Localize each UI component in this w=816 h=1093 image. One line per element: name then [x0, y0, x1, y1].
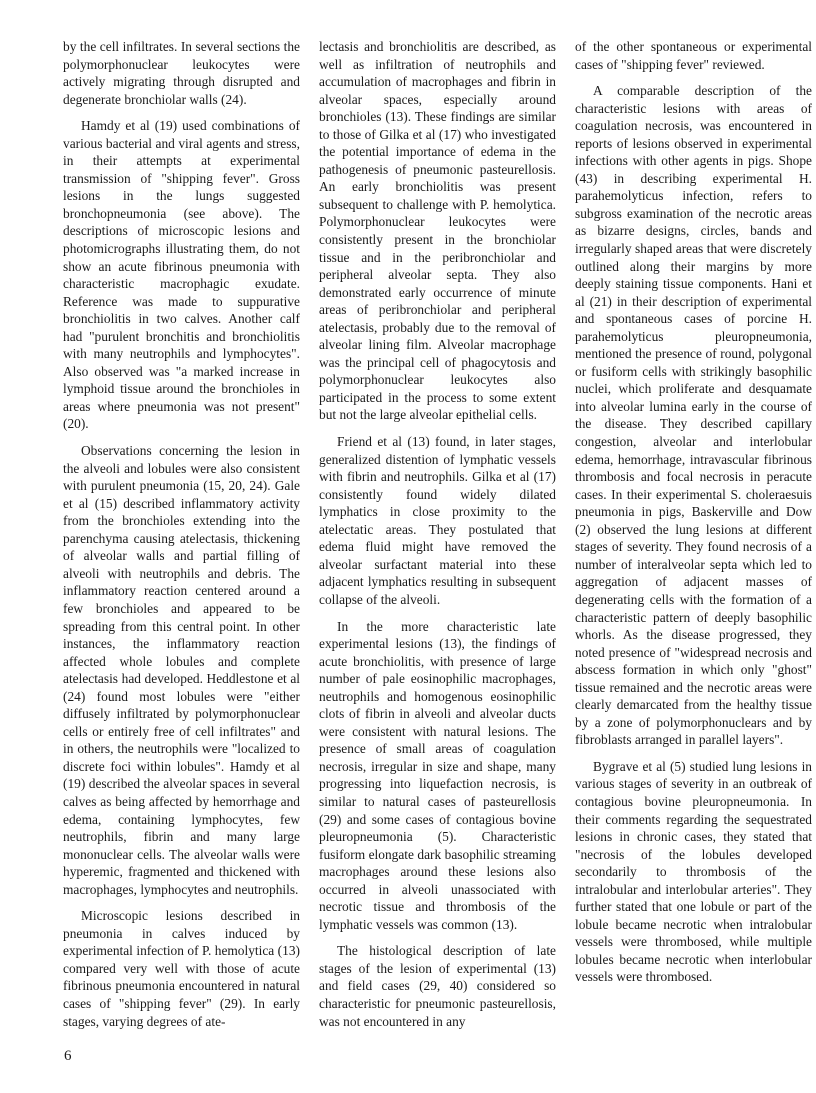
paragraph: of the other spontaneous or experimental cases of "shipping fever" reviewed. — [575, 39, 812, 72]
column-2 — [319, 38, 556, 1030]
column-1 — [63, 38, 300, 1030]
paragraph: In the more characteristic late experimental lesions (13), the findings of acute bronchiolitis, with presence of large number of pale eosinophilic macrophages, neutrophils and homogenous eosinophilic clots of fibrin in alveoli and alveolar ducts were consistent with natural lesions. The presence of small areas of coagulation necrosis, irregular in size and shape, many progressing into liquefaction necrosis, is similar to natural cases of pasteurellosis (29) and some cases of contagious bovine pleuropneumonia (5). Characteristic fusiform elongate dark basophilic streaming macrophages around these lesions also occurred in alveoli unassociated with necrotic tissue and thrombosis of the lymphatic vessels was common (13). — [319, 618, 556, 932]
paragraph: Friend et al (13) found, in later stages, generalized distention of lymphatic vessels with fibrin and neutrophils. Gilka et al (17) consistently found widely dilated lymphatics in close proximity to the atelectatic areas. They postulated that edema fluid might have removed the alveolar surfactant material into these adjacent lymphatics resulting in subsequent collapse of the alveoli. — [319, 434, 556, 607]
paragraph: lectasis and bronchiolitis are described, as well as infiltration of neutrophils and accumulation of macrophages and fibrin in alveolar spaces, especially around bronchioles (13). These findings are similar to those of Gilka et al (17) who investigated the potential importance of edema in the pathogenesis of pneumonic pasteurellosis. An early bronchiolitis was present subsequent to challenge with P. hemolytica. Polymorphonuclear leukocytes were consistently present in the bronchiolar tissue and in the peribronchiolar and peripheral alveolar septa. They also demonstrated early occurrence of minute areas of peribronchiolar and peripheral atelectasis, probably due to the removal of alveolar lining film. Alveolar macrophage was the principal cell of phagocytosis and polymorphonuclear leukocytes also participated in the process to some extent but not the large alveolar epithelial cells. — [319, 39, 556, 423]
page-number: 6 — [64, 1048, 72, 1064]
paragraph: Observations concerning the lesion in the alveoli and lobules were also consistent with purulent pneumonia (15, 20, 24). Gale et al (15) described inflammatory activity from the bronchioles extending into the parenchyma causing atelectasis, thickening of alveolar walls and partial filling of alveoli with neutrophils and debris. The inflammatory reaction centered around a few bronchioles and appeared to be spreading from this central point. In other instances, the inflammatory reaction affected whole lobules and complete atelectasis had developed. Heddlestone et al (24) found most lobules were "either diffusely infiltrated by polymorphonuclear cells or entirely free of cell infiltrates" and in others, the neutrophils were "localized to discrete foci within lobules". Hamdy et al (19) described the alveolar spaces in several calves as being affected by hemorrhage and edema, containing lymphocytes, few neutrophils, fibrin and many large mononuclear cells. The alveolar walls were hyperemic, fragmented and thickened with macrophages, lymphocytes and neutrophils. — [63, 443, 300, 897]
paragraph: by the cell infiltrates. In several sections the polymorphonuclear leukocytes were actively migrating through disrupted and degenerate bronchiolar walls (24). — [63, 39, 300, 107]
column-3 — [575, 38, 812, 986]
paragraph: A comparable description of the characteristic lesions with areas of coagulation necrosis, was encountered in reports of lesions observed in experimental infections with other agents in pigs. Shope (43) in describing experimental H. parahemolyticus infection, refers to subgross examination of the necrotic areas as bizarre designs, circles, bands and irregularly shaped areas that were discretely outlined along their margins by more deeply staining tissue components. Hani et al (21) in their description of experimental and spontaneous cases of porcine H. parahemolyticus pleuropneumonia, mentioned the presence of round, polygonal or fusiform cells with strikingly basophilic nuclei, which proliferate and desquamate into alveolar lumina early in the course of the disease. They described capillary congestion, alveolar and interlobular edema, hemorrhage, intravascular fibrinous thrombosis and focal necrosis in peracute cases. In their experimental S. choleraesuis pneumonia in pigs, Baskerville and Dow (2) observed the lung lesions at different stages of severity. They found necrosis of a number of interalveolar septa which led to aggregation of adjacent masses of degenerating cells with the formation of a characteristic pattern of deeply basophilic whorls. As the disease progressed, they noted presence of "widespread necrosis and abscess formation in which only "ghost" tissue remained and the necrotic areas were clearly demarcated from the healthy tissue by a zone of polymorphonuclears and by fibroblasts arranged in parallel layers". — [575, 83, 812, 748]
paragraph: Microscopic lesions described in pneumonia in calves induced by experimental infection of P. hemolytica (13) compared very well with those of acute fibrinous pneumonia encountered in natural cases of "shipping fever" (29). In early stages, varying degrees of ate- — [63, 908, 300, 1029]
paragraph: The histological description of late stages of the lesion of experimental (13) and field cases (29, 40) considered so characteristic for pneumonic pasteurellosis, was not encountered in any — [319, 943, 556, 1029]
paragraph: Bygrave et al (5) studied lung lesions in various stages of severity in an outbreak of contagious bovine pleuropneumonia. In their comments regarding the sequestrated lesions in chronic cases, they stated that "necrosis of the lobules developed secondarily to thrombosis of the intralobular and interlobular arteries". They further stated that one lobule or part of the lobule became necrotic when intralobular vessels were thrombosed, while multiple lobules became necrotic when interlobular vessels were thrombosed. — [575, 758, 812, 985]
paragraph: Hamdy et al (19) used combinations of various bacterial and viral agents and stress, in their attempts at experimental transmission of "shipping fever". Gross lesions in the lungs suggested bronchopneumonia (see above). The descriptions of microscopic lesions and photomicrographs illustrating them, do not show an acute fibrinous pneumonia with characteristic macrophagic exudate. Reference was made to suppurative bronchiolitis in two calves. Another calf had "purulent bronchitis and bronchiolitis with many neutrophils and lymphocytes". Also observed was "a marked increase in lymphoid tissue around the bronchioles in areas where pneumonia was not present" (20). — [63, 118, 300, 432]
